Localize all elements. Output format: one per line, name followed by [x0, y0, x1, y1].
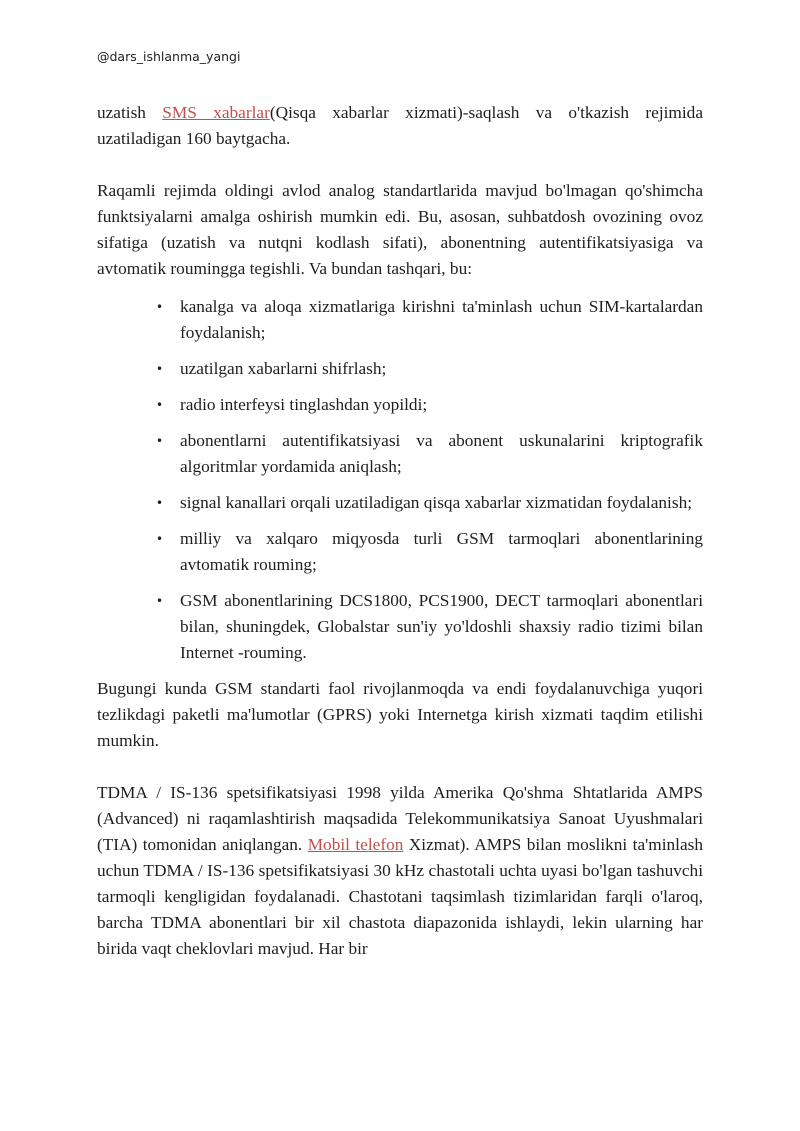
list-item-text: kanalga va aloqa xizmatlariga kirishni ta'minlash uchun SIM-kartalardan foydalanish;	[180, 297, 703, 342]
list-item	[156, 526, 703, 578]
feature-list	[97, 294, 703, 666]
paragraph-tdma-post: Xizmat). AMPS bilan moslikni ta'minlash uchun TDMA / IS-136 spetsifikatsiyasi 30 kHz chastotali uchta uyasi bo'lgan tashuvchi tarmoqli kengligidan foydalanadi. Chastotani taqsimlash tizimlaridan farqli o'laroq, barcha TDMA abonentlari bir xil chastota diapazonida ishlaydi, lekin ularning har birida vaqt cheklovlari mavjud. Har bir	[97, 835, 703, 958]
document-body	[97, 100, 703, 962]
list-item	[156, 588, 703, 666]
bullet-icon: •	[156, 594, 164, 608]
bullet-icon: •	[156, 398, 164, 412]
paragraph-tdma	[97, 780, 703, 962]
list-item	[156, 294, 703, 346]
paragraph-tdma-pre: TDMA / IS-136 spetsifikatsiyasi 1998 yilda Amerika Qo'shma Shtatlarida AMPS (Advanced) ni raqamlashtirish maqsadida Telekommunikatsiya Sanoat Uyushmalari (TIA) tomonidan aniqlangan.	[97, 783, 703, 854]
list-item	[156, 392, 703, 418]
list-item-text: radio interfeysi tinglashdan yopildi;	[180, 395, 428, 414]
paragraph-sms-pre: uzatish	[97, 103, 163, 122]
paragraph-gap	[97, 152, 703, 178]
list-item-text: abonentlarni autentifikatsiyasi va abonent uskunalarini kriptografik algoritmlar yordamida aniqlash;	[180, 431, 703, 476]
list-item-text: signal kanallari orqali uzatiladigan qisqa xabarlar xizmatidan foydalanish;	[180, 493, 693, 512]
list-item-text: uzatilgan xabarlarni shifrlash;	[180, 359, 387, 378]
paragraph-sms	[97, 100, 703, 152]
bullet-icon: •	[156, 300, 164, 314]
bullet-icon: •	[156, 434, 164, 448]
bullet-icon: •	[156, 532, 164, 546]
paragraph-digital-mode: Raqamli rejimda oldingi avlod analog standartlarida mavjud bo'lmagan qo'shimcha funktsiyalarni amalga oshirish mumkin edi. Bu, asosan, suhbatdosh ovozining ovoz sifatiga (uzatish va nutqni kodlash sifati), abonentning autentifikatsiyasiga va avtomatik roumingga tegishli. Va bundan tashqari, bu:	[97, 181, 703, 278]
list-item-text: GSM abonentlarining DCS1800, PCS1900, DECT tarmoqlari abonentlari bilan, shuningdek, Globalstar sun'iy yo'ldoshli shaxsiy radio tizimi bilan Internet -rouming.	[180, 591, 703, 662]
page-header-handle: @dars_ishlanma_yangi	[97, 49, 241, 64]
paragraph-sms-post: (Qisqa xabarlar xizmati)-saqlash va o'tkazish rejimida uzatiladigan 160 baytgacha.	[97, 103, 703, 148]
list-item	[156, 356, 703, 382]
bullet-icon: •	[156, 362, 164, 376]
list-item	[156, 428, 703, 480]
paragraph-gap	[97, 754, 703, 780]
sms-link[interactable]: SMS xabarlar	[162, 103, 270, 122]
bullet-icon: •	[156, 496, 164, 510]
paragraph-gsm-today: Bugungi kunda GSM standarti faol rivojlanmoqda va endi foydalanuvchiga yuqori tezlikdagi paketli ma'lumotlar (GPRS) yoki Internetga kirish xizmati taqdim etilishi mumkin.	[97, 679, 703, 750]
list-item-text: milliy va xalqaro miqyosda turli GSM tarmoqlari abonentlarining avtomatik rouming;	[180, 529, 703, 574]
mobile-phone-link[interactable]: Mobil telefon	[307, 835, 404, 854]
list-item	[156, 490, 703, 516]
